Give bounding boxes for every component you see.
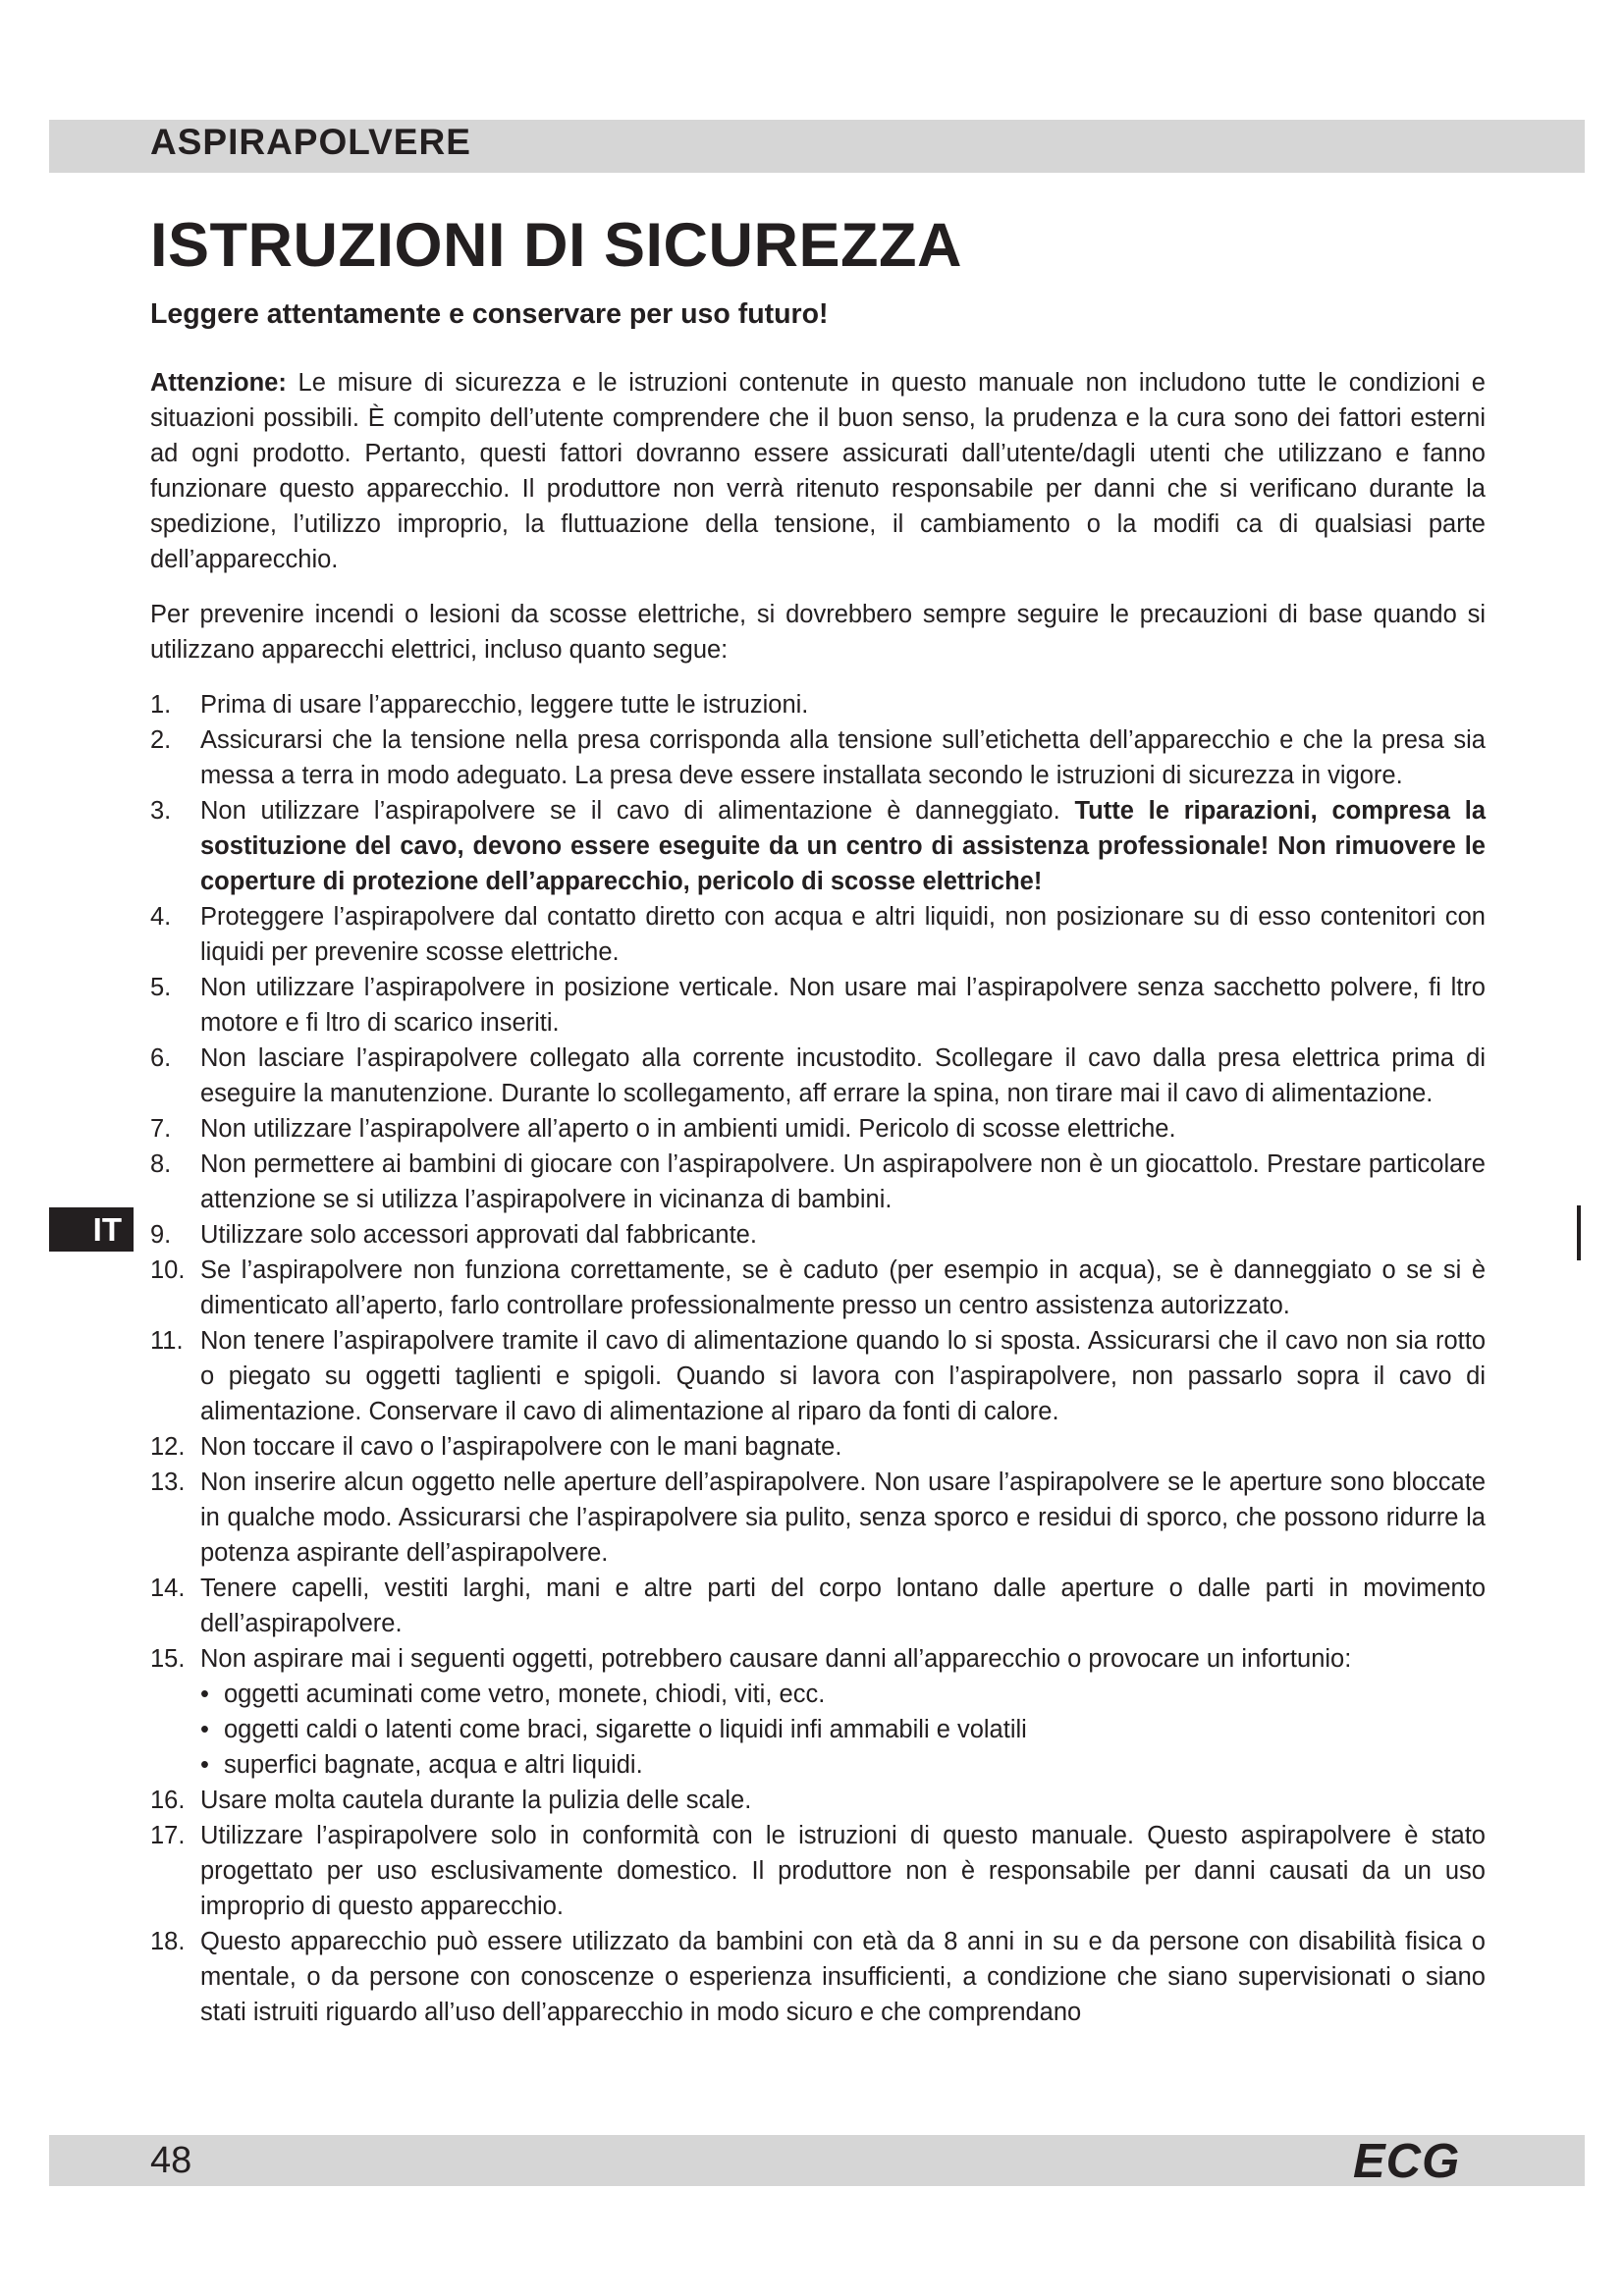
- item-number: 9.: [150, 1221, 172, 1249]
- item-text: Utilizzare l’aspirapolvere solo in conformità con le istruzioni di questo manuale. Questo aspirapolvere è stato progettato per uso esclusivamente domestico. Il produttore non è responsabile per danni causati da un uso improprio di questo apparecchio.: [200, 1822, 1486, 1920]
- safety-list: [150, 687, 1486, 2030]
- list-item: [150, 722, 1486, 793]
- item-text: Questo apparecchio può essere utilizzato da bambini con età da 8 anni in su e da persone con disabilità fisica o mentale, o da persone con conoscenze o esperienza insufficienti, a condizione che siano supervisionati o siano stati istruiti riguardo all’uso dell’apparecchio in modo sicuro e che comprendano: [200, 1928, 1486, 2026]
- item-text: Prima di usare l’apparecchio, leggere tutte le istruzioni.: [200, 691, 809, 719]
- item-number: 14.: [150, 1575, 186, 1602]
- item-number: 16.: [150, 1787, 186, 1814]
- warning-text: Le misure di sicurezza e le istruzioni contenute in questo manuale non includono tutte le condizioni e situazioni possibili. È compito dell’utente comprendere che il buon senso, la prudenza e la cura sono dei fattori esterni ad ogni prodotto. Pertanto, questi fattori dovranno essere assicurati dall’utente/dagli utenti che utilizzano e fanno funzionare questo apparecchio. Il produttore non verrà ritenuto responsabile per danni che si verificano durante la spedizione, l’utilizzo improprio, la fluttuazione della tensione, il cambiamento o la modifi ca di qualsiasi parte dell’apparecchio.: [150, 369, 1486, 573]
- item-number: 1.: [150, 691, 172, 719]
- item-text: Non aspirare mai i seguenti oggetti, potrebbero causare danni all’apparecchio o provocare un infortunio:: [200, 1645, 1352, 1673]
- item-number: 11.: [150, 1327, 184, 1355]
- item-number: 4.: [150, 903, 172, 931]
- item-number: 8.: [150, 1150, 172, 1178]
- item-text: Non lasciare l’aspirapolvere collegato alla corrente incustodito. Scollegare il cavo dalla presa elettrica prima di eseguire la manutenzione. Durante lo scollegamento, aff errare la spina, non tirare mai il cavo di alimentazione.: [200, 1044, 1486, 1107]
- brand-logo: ECG: [1353, 2135, 1461, 2188]
- item-number: 12.: [150, 1433, 186, 1461]
- list-item: [150, 1571, 1486, 1641]
- item-text: Non utilizzare l’aspirapolvere se il cavo di alimentazione è danneggiato.: [200, 797, 1075, 825]
- item-number: 18.: [150, 1928, 186, 1955]
- bullet-list: [200, 1677, 1486, 1783]
- item-text: Usare molta cautela durante la pulizia delle scale.: [200, 1787, 752, 1814]
- item-text: Assicurarsi che la tensione nella presa corrisponda alla tensione sull’etichetta dell’apparecchio e che la presa sia messa a terra in modo adeguato. La presa deve essere installata secondo le istruzioni di sicurezza in vigore.: [200, 726, 1486, 789]
- item-text: Se l’aspirapolvere non funziona correttamente, se è caduto (per esempio in acqua), se è danneggiato o se si è dimenticato all’aperto, farlo controllare professionalmente presso un centro assistenza autorizzato.: [200, 1256, 1486, 1319]
- item-text: Non tenere l’aspirapolvere tramite il cavo di alimentazione quando lo si sposta. Assicurarsi che il cavo non sia rotto o piegato su oggetti taglienti e spigoli. Quando si lavora con l’aspirapolvere, non passarlo sopra il cavo di alimentazione. Conservare il cavo di alimentazione al riparo da fonti di calore.: [200, 1327, 1486, 1425]
- warning-paragraph: [150, 365, 1486, 577]
- list-item: [150, 687, 1486, 722]
- item-text: Non inserire alcun oggetto nelle aperture dell’aspirapolvere. Non usare l’aspirapolvere se le aperture sono bloccate in qualche modo. Assicurarsi che l’aspirapolvere sia pulito, senza sporco e residui di sporco, che possono ridurre la potenza aspirante dell’aspirapolvere.: [200, 1468, 1486, 1567]
- list-item: [150, 1429, 1486, 1465]
- bullet-item: • oggetti acuminati come vetro, monete, chiodi, viti, ecc.: [200, 1677, 1486, 1712]
- bullet-item: • superfici bagnate, acqua e altri liquidi.: [200, 1747, 1486, 1783]
- item-number: 5.: [150, 974, 172, 1001]
- item-number: 10.: [150, 1256, 186, 1284]
- item-text: Non utilizzare l’aspirapolvere all’aperto o in ambienti umidi. Pericolo di scosse elettriche.: [200, 1115, 1176, 1143]
- item-number: 6.: [150, 1044, 172, 1072]
- warning-label: Attenzione:: [150, 369, 287, 397]
- item-text: Proteggere l’aspirapolvere dal contatto diretto con acqua e altri liquidi, non posizionare su di esso contenitori con liquidi per prevenire scosse elettriche.: [200, 903, 1486, 966]
- item-number: 17.: [150, 1822, 186, 1849]
- list-item: [150, 1641, 1486, 1783]
- item-number: 7.: [150, 1115, 172, 1143]
- list-item: [150, 970, 1486, 1041]
- margin-marker: [1577, 1205, 1581, 1260]
- page-number: 48: [150, 2140, 192, 2181]
- list-item: [150, 1147, 1486, 1217]
- item-number: 2.: [150, 726, 172, 754]
- item-number: 13.: [150, 1468, 186, 1496]
- page-subtitle: Leggere attentamente e conservare per uso futuro!: [150, 298, 829, 330]
- item-text: Utilizzare solo accessori approvati dal fabbricante.: [200, 1221, 757, 1249]
- item-text: Non toccare il cavo o l’aspirapolvere con le mani bagnate.: [200, 1433, 842, 1461]
- language-tab: IT: [49, 1207, 134, 1252]
- list-item: [150, 1253, 1486, 1323]
- list-item: [150, 899, 1486, 970]
- item-text: Non permettere ai bambini di giocare con l’aspirapolvere. Un aspirapolvere non è un giocattolo. Prestare particolare attenzione se si utilizza l’aspirapolvere in vicinanza di bambini.: [200, 1150, 1486, 1213]
- item-text: Non utilizzare l’aspirapolvere in posizione verticale. Non usare mai l’aspirapolvere senza sacchetto polvere, fi ltro motore e fi ltro di scarico inseriti.: [200, 974, 1486, 1037]
- item-bold-text: Tutte le riparazioni, compresa la sostituzione del cavo, devono essere eseguite da un centro di assistenza professionale! Non rimuovere le coperture di protezione dell’apparecchio, pericolo di scosse elettriche!: [200, 797, 1487, 895]
- list-item: [150, 1217, 1486, 1253]
- list-item: [150, 793, 1486, 899]
- section-label: ASPIRAPOLVERE: [150, 122, 471, 162]
- list-item: [150, 1111, 1486, 1147]
- list-item: [150, 1818, 1486, 1924]
- list-item: [150, 1924, 1486, 2030]
- list-item: [150, 1465, 1486, 1571]
- intro-paragraph: Per prevenire incendi o lesioni da scosse elettriche, si dovrebbero sempre seguire le precauzioni di base quando si utilizzano apparecchi elettrici, incluso quanto segue:: [150, 601, 1486, 664]
- item-number: 3.: [150, 797, 172, 825]
- document-body: [150, 365, 1486, 2030]
- bullet-item: • oggetti caldi o latenti come braci, sigarette o liquidi infi ammabili e volatili: [200, 1712, 1486, 1747]
- item-text: Tenere capelli, vestiti larghi, mani e altre parti del corpo lontano dalle aperture o dalle parti in movimento dell’aspirapolvere.: [200, 1575, 1486, 1637]
- list-item: [150, 1323, 1486, 1429]
- page-title: ISTRUZIONI DI SICUREZZA: [150, 211, 962, 280]
- list-item: [150, 1783, 1486, 1818]
- item-number: 15.: [150, 1645, 186, 1673]
- list-item: [150, 1041, 1486, 1111]
